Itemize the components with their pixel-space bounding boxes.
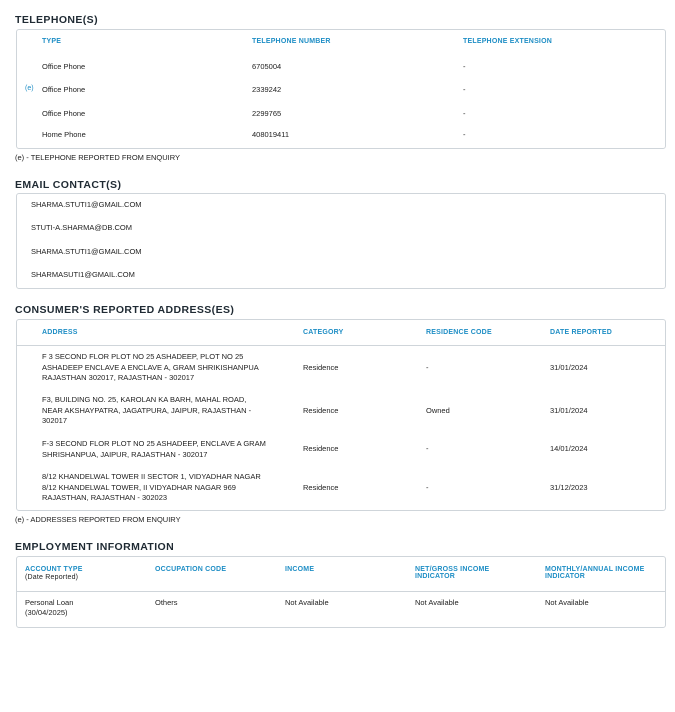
phone-extension: -: [463, 62, 466, 71]
address-line: F 3 SECOND FLOR PLOT NO 25 ASHADEEP, PLOT NO 25: [42, 352, 244, 361]
phone-number: 6705004: [252, 62, 282, 71]
header-line: MONTHLY/ANNUAL INCOME: [545, 566, 645, 573]
addresses-note: (e) - ADDRESSES REPORTED FROM ENQUIRY: [15, 515, 181, 524]
phone-extension: -: [463, 85, 466, 94]
col-date-reported-header: DATE REPORTED: [550, 329, 612, 336]
account-date: (30/04/2025): [25, 608, 68, 617]
address-line: F3, BUILDING NO. 25, KAROLAN KA BARH, MAHAL ROAD,: [42, 395, 247, 404]
col-address-header: ADDRESS: [42, 329, 78, 336]
date-reported: 31/12/2023: [550, 483, 588, 492]
address-line: F-3 SECOND FLOR PLOT NO 25 ASHADEEP, ENCLAVE A GRAM: [42, 439, 266, 448]
col-account-type-header: [25, 566, 83, 582]
col-residence-code-header: RESIDENCE CODE: [426, 329, 492, 336]
email-item: SHARMASUTI1@GMAIL.COM: [31, 270, 135, 279]
col-type-header: TYPE: [42, 38, 62, 45]
address-text: [42, 395, 251, 427]
header-line: NET/GROSS INCOME: [415, 566, 490, 573]
header-line: INDICATOR: [415, 573, 456, 580]
occupation-code: Others: [155, 598, 178, 607]
header-divider: [17, 591, 665, 592]
col-occupation-header: OCCUPATION CODE: [155, 566, 227, 573]
phone-number: 2339242: [252, 85, 282, 94]
residence-code: -: [426, 444, 429, 453]
account-type-label: ACCOUNT TYPE: [25, 566, 83, 573]
employment-title: EMPLOYMENT INFORMATION: [15, 541, 175, 553]
address-text: [42, 352, 259, 384]
address-line: 302017: [42, 416, 68, 425]
address-text: [42, 439, 266, 460]
telephones-table: [16, 29, 666, 149]
residence-code: Owned: [426, 406, 450, 415]
address-line: NEAR AKSHAYPATRA, JAGATPURA, JAIPUR, RAJASTHAN -: [42, 405, 252, 415]
account-type: Personal Loan: [25, 598, 74, 607]
address-line: ASHADEEP ENCLAVE A ENCLAVE A, GRAM SHRIKISHANPUA: [42, 362, 259, 372]
header-divider: [17, 345, 665, 346]
emails-title: EMAIL CONTACT(S): [15, 179, 122, 191]
monthly-annual-indicator: Not Available: [545, 598, 589, 607]
date-reported: 14/01/2024: [550, 444, 588, 453]
phone-type: Home Phone: [42, 130, 86, 139]
telephones-note: (e) - TELEPHONE REPORTED FROM ENQUIRY: [15, 153, 181, 162]
phone-type: Office Phone: [42, 85, 86, 94]
address-text: [42, 472, 261, 504]
address-category: Residence: [303, 406, 339, 415]
email-item: SHARMA.STUTI1@GMAIL.COM: [31, 247, 142, 256]
emails-list: [16, 193, 666, 289]
email-item: SHARMA.STUTI1@GMAIL.COM: [31, 200, 142, 209]
col-category-header: CATEGORY: [303, 329, 344, 336]
col-income-header: INCOME: [285, 566, 315, 573]
date-reported: 31/01/2024: [550, 406, 588, 415]
addresses-title: CONSUMER'S REPORTED ADDRESS(ES): [15, 304, 235, 316]
address-line: 8/12 KHANDELWAL TOWER, II VIDYADHAR NAGAR 969: [42, 482, 236, 492]
account-type-cell: [25, 598, 73, 618]
address-line: RAJASTHAN, RAJASTHAN - 302023: [42, 493, 168, 502]
address-category: Residence: [303, 483, 339, 492]
address-line: 8/12 KHANDELWAL TOWER II SECTOR 1, VIDYADHAR NAGAR: [42, 472, 261, 481]
col-extension-header: TELEPHONE EXTENSION: [463, 38, 552, 45]
address-line: RAJASTHAN 302017, RAJASTHAN - 302017: [42, 373, 195, 382]
telephones-title: TELEPHONE(S): [15, 14, 98, 26]
phone-number: 408019411: [252, 130, 289, 139]
address-category: Residence: [303, 444, 339, 453]
date-reported: 31/01/2024: [550, 363, 588, 372]
col-net-gross-header: [415, 566, 489, 580]
income: Not Available: [285, 598, 329, 607]
phone-extension: -: [463, 130, 466, 139]
phone-extension: -: [463, 109, 466, 118]
residence-code: -: [426, 483, 429, 492]
phone-type: Office Phone: [42, 109, 86, 118]
address-category: Residence: [303, 363, 339, 372]
residence-code: -: [426, 363, 429, 372]
phone-type: Office Phone: [42, 62, 86, 71]
header-line: INDICATOR: [545, 573, 586, 580]
col-number-header: TELEPHONE NUMBER: [252, 38, 331, 45]
col-monthly-annual-header: [545, 566, 644, 580]
employment-table: [16, 556, 666, 628]
net-gross-indicator: Not Available: [415, 598, 459, 607]
email-item: STUTI-A.SHARMA@DB.COM: [31, 223, 132, 232]
enquiry-tag: (e): [25, 85, 34, 92]
date-reported-sublabel: (Date Reported): [25, 574, 79, 581]
address-line: SHRISHANPUA, JAIPUR, RAJASTHAN - 302017: [42, 449, 208, 459]
addresses-table: [16, 319, 666, 511]
phone-number: 2299765: [252, 109, 282, 118]
